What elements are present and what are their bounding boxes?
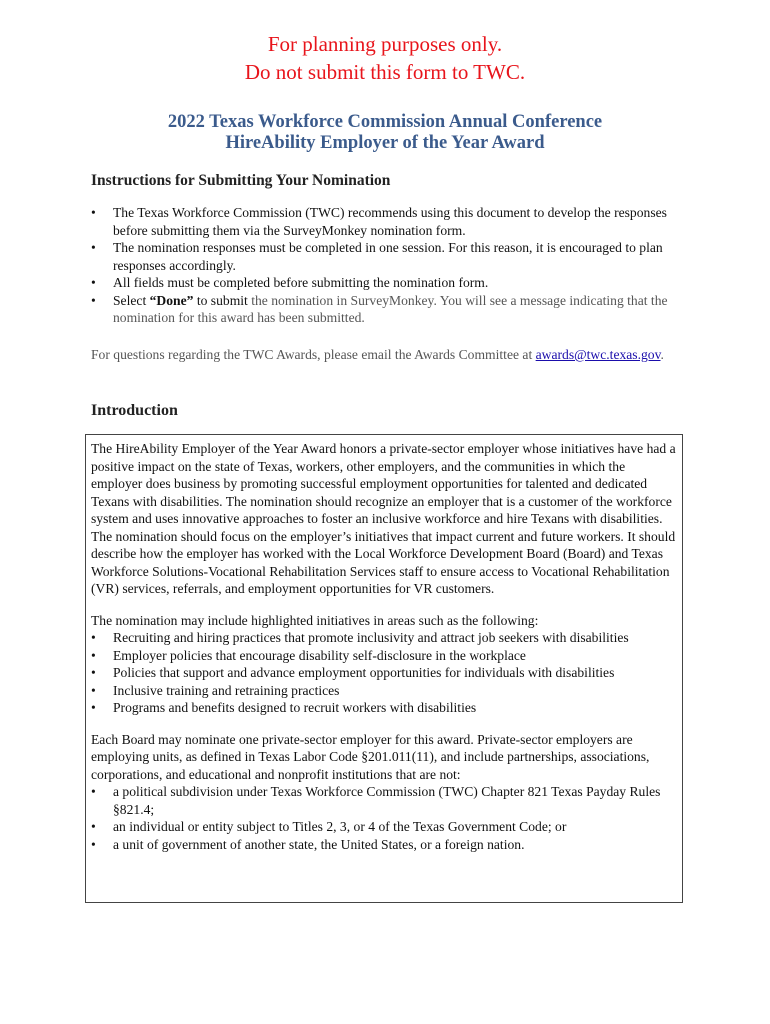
instructions-heading: Instructions for Submitting Your Nomination — [91, 172, 391, 189]
introduction-box — [85, 434, 683, 903]
exclusion-item: • an individual or entity subject to Titles 2, 3, or 4 of the Texas Government Code; or — [91, 818, 676, 836]
done-middle: to submit — [193, 292, 248, 308]
instruction-item: • The Texas Workforce Commission (TWC) recommends using this document to develop the responses before submitting them via the SurveyMonkey nomination form. — [91, 204, 691, 239]
done-rest: the nomination in SurveyMonkey. You will see a message indicating that the nomination for this award has been submitted. — [113, 292, 668, 325]
title-line-2: HireAbility Employer of the Year Award — [225, 133, 545, 153]
contact-info — [91, 346, 691, 364]
exclusion-item: • a political subdivision under Texas Workforce Commission (TWC) Chapter 821 Texas Payday Rules §821.4; — [91, 783, 676, 818]
initiative-item: • Employer policies that encourage disability self-disclosure in the workplace — [91, 647, 676, 665]
exclusions-list — [91, 783, 676, 853]
initiative-item: • Programs and benefits designed to recruit workers with disabilities — [91, 699, 676, 717]
exclusion-item: • a unit of government of another state, the United States, or a foreign nation. — [91, 836, 676, 854]
done-keyword: “Done” — [149, 292, 194, 308]
initiatives-list — [91, 629, 676, 717]
done-prefix: Select — [113, 292, 150, 308]
initiative-item: • Inclusive training and retraining practices — [91, 682, 676, 700]
document-title — [0, 112, 770, 154]
initiative-item: • Recruiting and hiring practices that promote inclusivity and attract job seekers with disabilities — [91, 629, 676, 647]
instructions-list — [91, 204, 691, 327]
contact-text: For questions regarding the TWC Awards, please email the Awards Committee at — [91, 347, 536, 362]
instruction-item: • The nomination responses must be completed in one session. For this reason, it is encouraged to plan responses accordingly. — [91, 239, 691, 274]
introduction-paragraph-3: Each Board may nominate one private-sector employer for this award. Private-sector employers are employing units, as defined in Texas Labor Code §201.011(11), and include partnerships, associations, corporations, and educational and nonprofit institutions that are not: — [91, 731, 650, 782]
awards-email-link[interactable]: awards@twc.texas.gov — [535, 347, 661, 362]
instruction-item-done — [91, 292, 691, 327]
initiative-item: • Policies that support and advance employment opportunities for individuals with disabilities — [91, 664, 676, 682]
introduction-paragraph-2: The nomination may include highlighted initiatives in areas such as the following: — [91, 612, 539, 628]
introduction-heading: Introduction — [91, 402, 178, 419]
warning-line-2: Do not submit this form to TWC. — [244, 60, 526, 84]
contact-suffix: . — [660, 347, 664, 362]
planning-warning — [0, 30, 770, 86]
introduction-paragraph-1: The HireAbility Employer of the Year Award honors a private-sector employer whose initiatives have had a positive impact on the state of Texas, workers, other employers, and the communities in which the employer does business by promoting successful employment opportunities for talented and dedicated Texans with disabilities. The nomination should recognize an employer that is a customer of the workforce system and uses innovative approaches to foster an inclusive workforce and hire Texans with disabilities. The nomination should focus on the employer’s initiatives that impact current and future workers. It should describe how the employer has worked with the Local Workforce Development Board (Board) and Texas Workforce Solutions-Vocational Rehabilitation Services staff to ensure access to Vocational Rehabilitation (VR) services, referrals, and employment opportunities for VR customers. — [91, 441, 676, 596]
title-line-1: 2022 Texas Workforce Commission Annual Conference — [167, 112, 603, 132]
instruction-item: • All fields must be completed before submitting the nomination form. — [91, 274, 691, 292]
warning-line-1: For planning purposes only. — [267, 32, 503, 56]
